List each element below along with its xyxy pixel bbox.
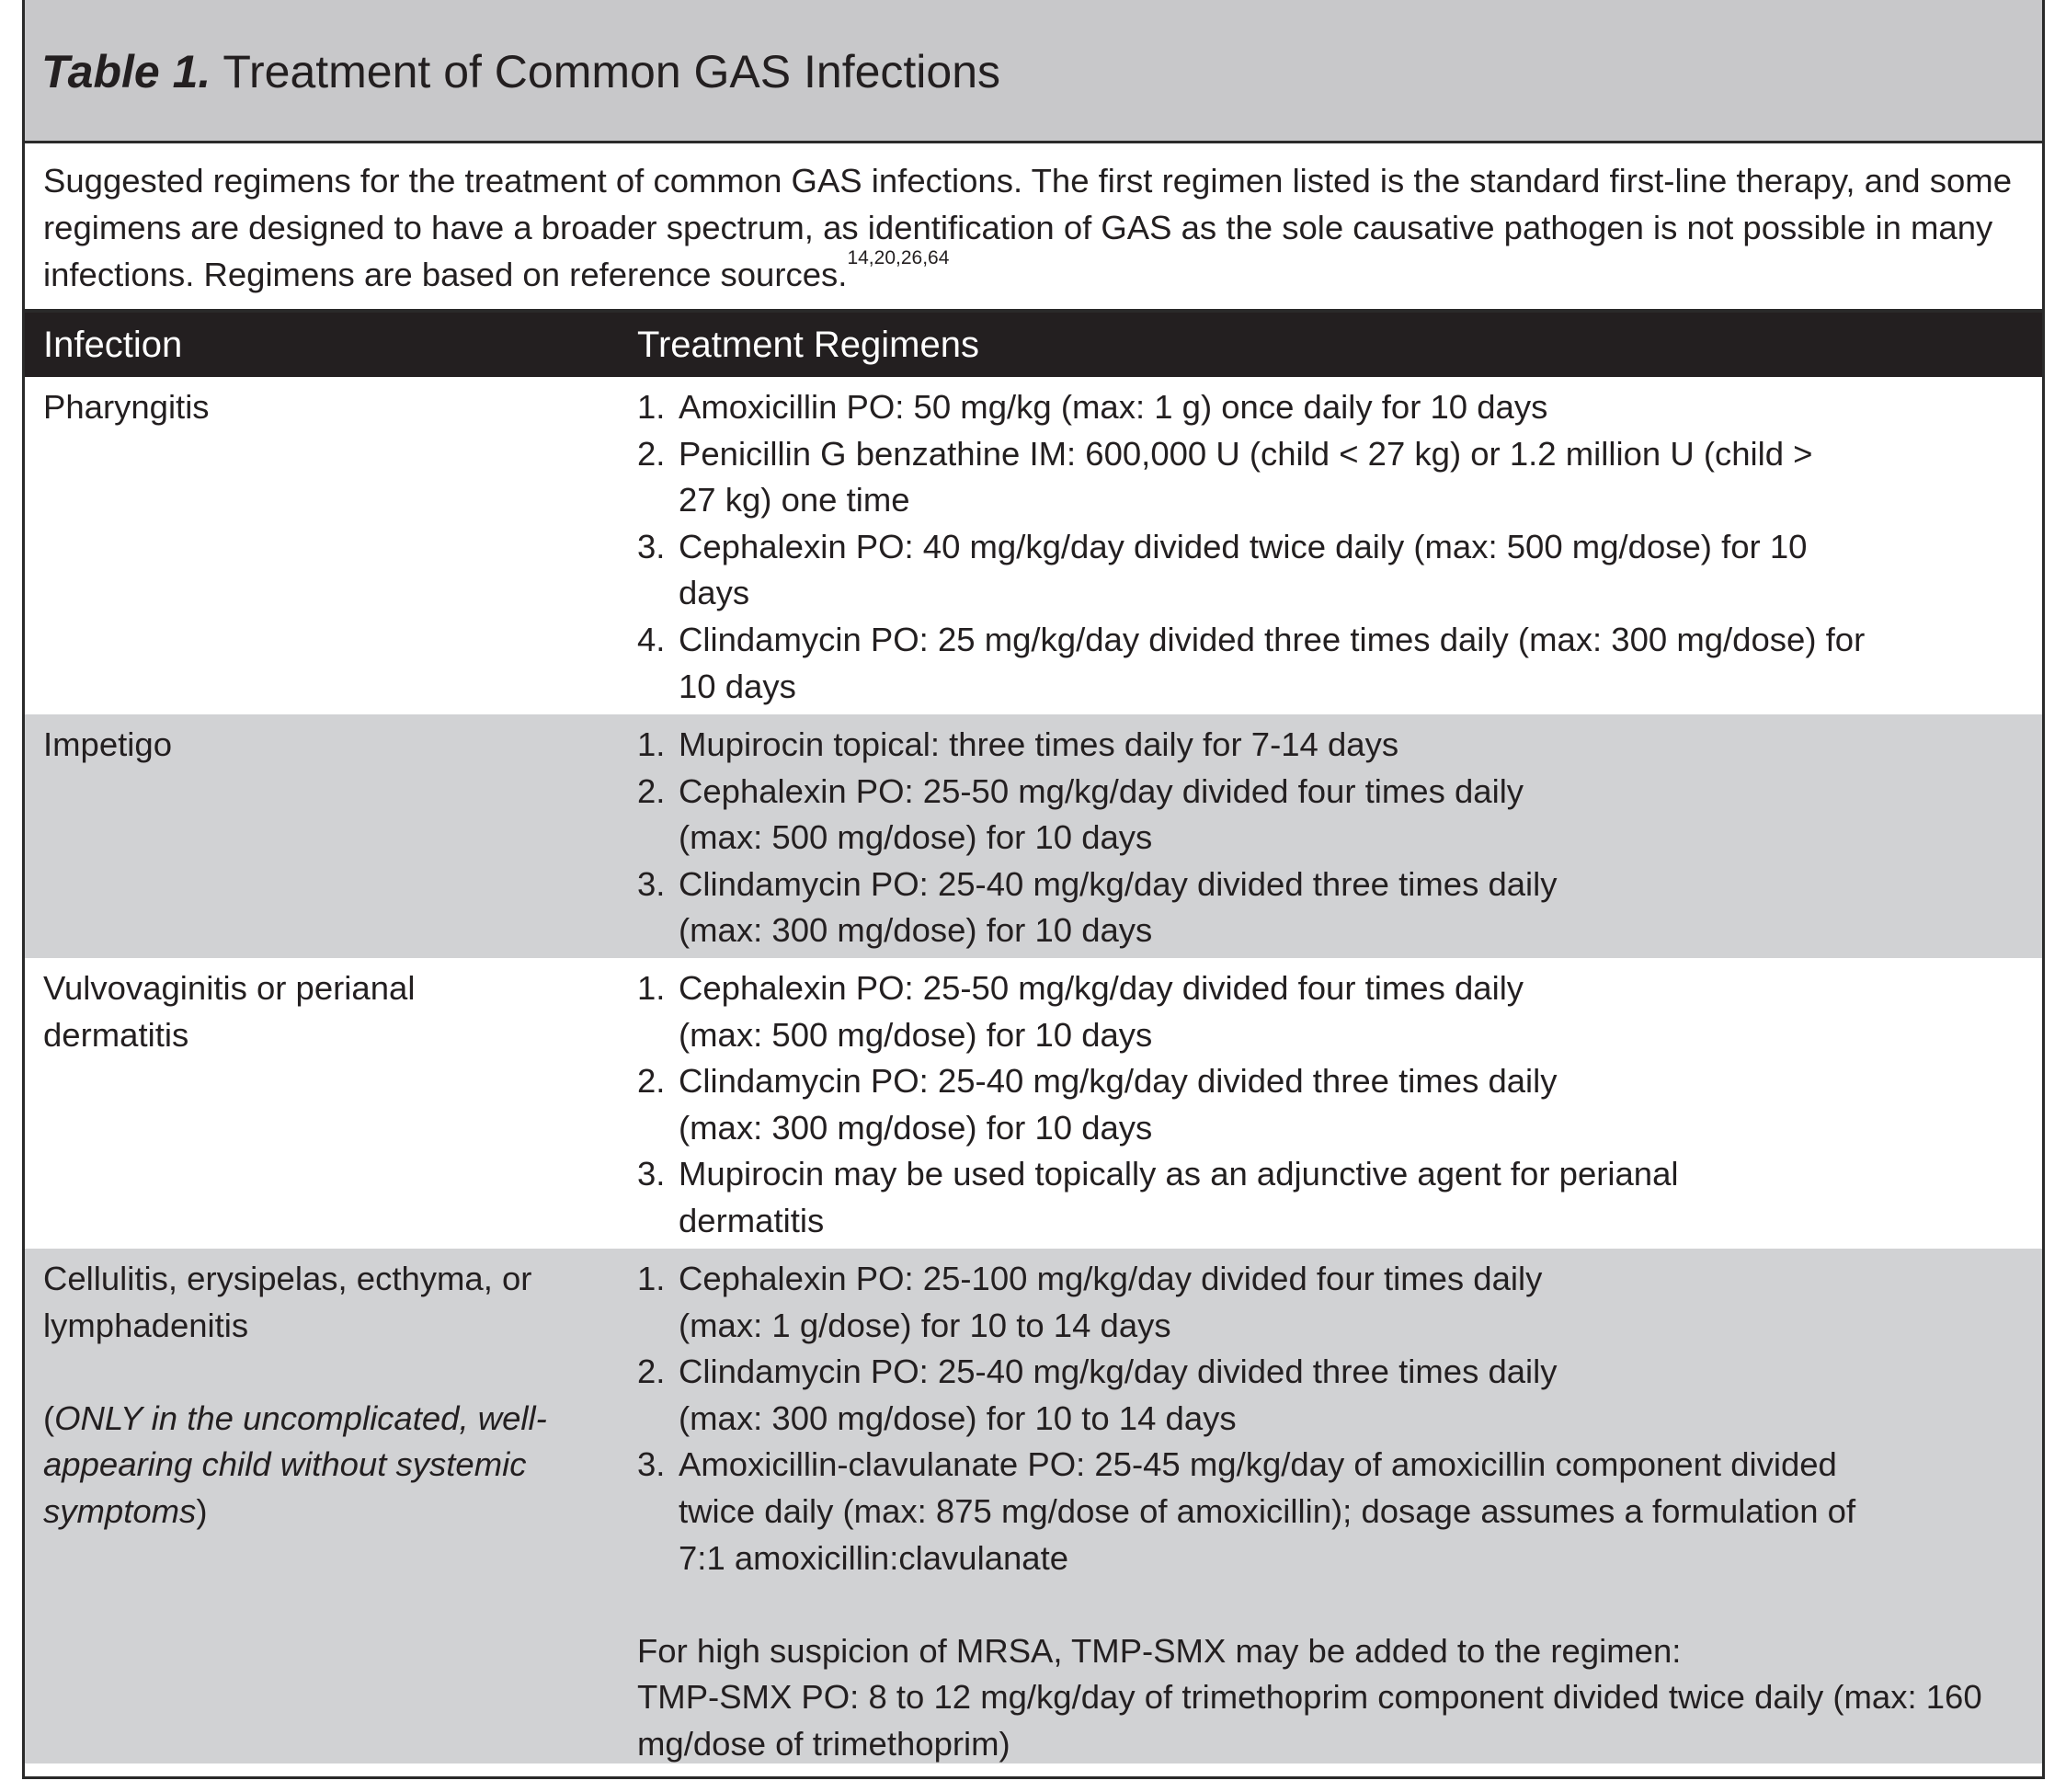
regimen-item: [637, 1349, 2024, 1442]
regimen-number: 3.: [637, 1445, 666, 1484]
note-italic-text: ONLY in the uncomplicated, well-appearing child without systemic symptoms: [43, 1398, 547, 1530]
regimen-item: [637, 862, 2024, 954]
regimen-text: Cephalexin PO: 25-100 mg/kg/day divided four times daily (max: 1 g/dose) for 10 to 14 days: [679, 1260, 1543, 1344]
infection-name: Cellulitis, erysipelas, ecthyma, or lymphadenitis: [43, 1260, 532, 1344]
column-header-infection: Infection: [43, 325, 183, 365]
table-number-label: Table 1.: [41, 46, 211, 97]
regimen-text: Mupirocin topical: three times daily for 7-14 days: [679, 725, 1399, 763]
infection-cell: Pharyngitis: [43, 388, 210, 426]
regimen-text: Cephalexin PO: 25-50 mg/kg/day divided four times daily (max: 500 mg/dose) for 10 days: [679, 969, 1524, 1054]
treatment-table: [22, 0, 2045, 1779]
table-title-text: Treatment of Common GAS Infections: [211, 46, 1001, 97]
regimen-text: Penicillin G benzathine IM: 600,000 U (child < 27 kg) or 1.2 million U (child > 27 kg) one time: [679, 434, 1813, 519]
regimen-item: [637, 1442, 2024, 1581]
table-row: [25, 1249, 2042, 1763]
infection-cell: Vulvovaginitis or perianal dermatitis: [43, 969, 416, 1054]
regimen-number: 4.: [637, 620, 666, 658]
column-header-treatment: Treatment Regimens: [637, 325, 979, 365]
regimen-number: 1.: [637, 725, 666, 763]
regimen-item: [637, 1151, 2024, 1244]
infection-cell: [25, 1256, 637, 1763]
regimen-item: [637, 1256, 2024, 1349]
table-title: [25, 0, 2042, 143]
note-open-paren: (: [43, 1398, 55, 1437]
regimen-number: 3.: [637, 527, 666, 565]
regimen-item: [637, 965, 2024, 1058]
mrsa-note: [637, 1628, 2024, 1768]
regimen-item: [637, 431, 2024, 524]
infection-note: [43, 1396, 600, 1535]
regimen-item: [637, 524, 2024, 617]
treatment-cell: [637, 1256, 2042, 1763]
regimen-number: 3.: [637, 864, 666, 903]
cell-spacer: [43, 1349, 600, 1396]
regimen-number: 3.: [637, 1155, 666, 1193]
note-close-paren: ): [196, 1491, 208, 1530]
regimen-number: 2.: [637, 1062, 666, 1101]
mrsa-intro: For high suspicion of MRSA, TMP-SMX may be added to the regimen:: [637, 1631, 1682, 1670]
regimen-item: [637, 1058, 2024, 1151]
regimen-item: [637, 722, 2024, 769]
regimen-text: Cephalexin PO: 40 mg/kg/day divided twice daily (max: 500 mg/dose) for 10 days: [679, 527, 1808, 612]
treatment-cell: [637, 965, 2042, 1249]
table-row: [25, 958, 2042, 1249]
caption-references: 14,20,26,64: [847, 247, 950, 268]
regimen-text: Clindamycin PO: 25 mg/kg/day divided three times daily (max: 300 mg/dose) for 10 days: [679, 620, 1866, 705]
regimen-number: 1.: [637, 969, 666, 1007]
regimen-number: 2.: [637, 1353, 666, 1391]
regimen-text: Clindamycin PO: 25-40 mg/kg/day divided three times daily (max: 300 mg/dose) for 10 to 14 days: [679, 1353, 1558, 1437]
caption-text: Suggested regimens for the treatment of common GAS infections. The first regimen listed is the standard first-line therapy, and some regimens are designed to have a broader spectrum, as identification of GAS as the sole causative pathogen is not possible in many infections. Regimens are based on reference sources.: [43, 162, 2013, 293]
table-row: [25, 377, 2042, 714]
regimen-number: 1.: [637, 1260, 666, 1297]
treatment-cell: [637, 384, 2042, 714]
regimen-number: 2.: [637, 434, 666, 473]
regimen-text: Amoxicillin-clavulanate PO: 25-45 mg/kg/day of amoxicillin component divided twice daily (max: 875 mg/dose of amoxicillin); dosage assumes a formulation of 7:1 amoxicillin:clavulanate: [679, 1445, 1856, 1577]
table-caption: [25, 143, 2042, 313]
table-header-row: [25, 313, 2042, 377]
mrsa-regimen: TMP-SMX PO: 8 to 12 mg/kg/day of trimethoprim component divided twice daily (max: 160 mg/dose of trimethoprim): [637, 1678, 1982, 1763]
regimen-text: Clindamycin PO: 25-40 mg/kg/day divided three times daily (max: 300 mg/dose) for 10 days: [679, 1062, 1558, 1147]
infection-cell: Impetigo: [43, 725, 172, 763]
regimen-text: Mupirocin may be used topically as an adjunctive agent for perianal dermatitis: [679, 1155, 1679, 1239]
regimen-number: 2.: [637, 771, 666, 810]
regimen-number: 1.: [637, 388, 666, 426]
table-row: [25, 714, 2042, 958]
regimen-item: [637, 384, 2024, 431]
regimen-item: [637, 617, 2024, 710]
regimen-text: Clindamycin PO: 25-40 mg/kg/day divided three times daily (max: 300 mg/dose) for 10 days: [679, 864, 1558, 950]
treatment-cell: [637, 722, 2042, 958]
regimen-text: Cephalexin PO: 25-50 mg/kg/day divided four times daily (max: 500 mg/dose) for 10 days: [679, 771, 1524, 857]
regimen-item: [637, 769, 2024, 862]
regimen-text: Amoxicillin PO: 50 mg/kg (max: 1 g) once daily for 10 days: [679, 388, 1548, 426]
